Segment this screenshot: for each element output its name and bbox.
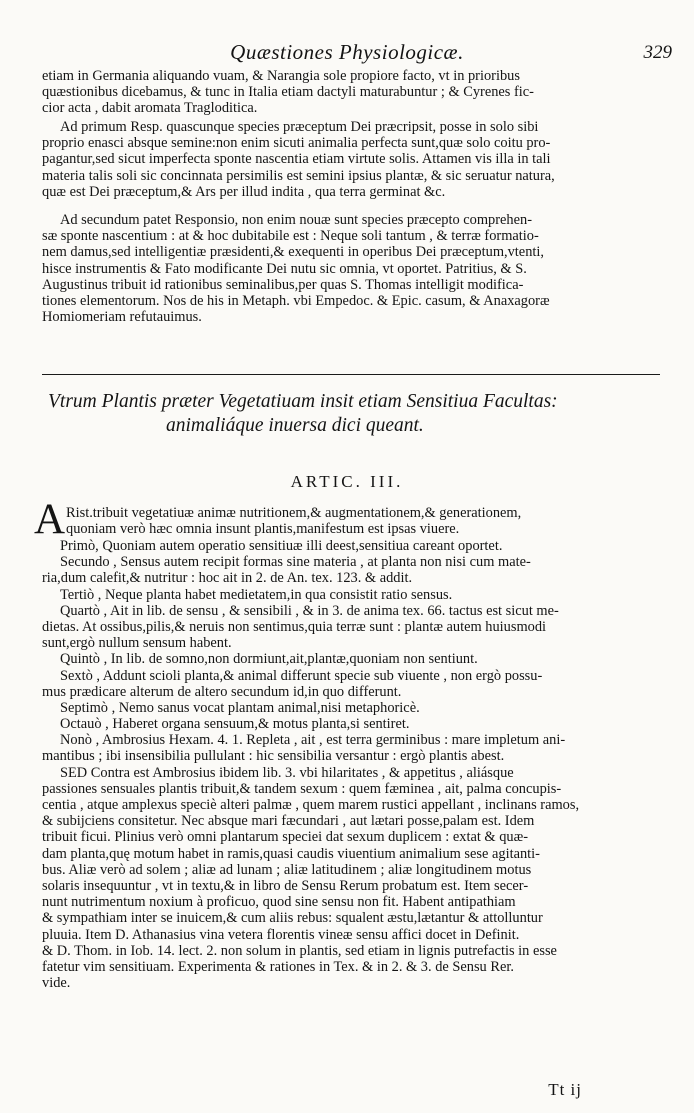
drop-cap: A bbox=[34, 496, 66, 543]
text-line: Septimò , Nemo sanus vocat plantam animal,nisi metaphoricè. bbox=[60, 699, 420, 716]
text-line: Sextò , Addunt scioli planta,& animal differunt specie sub viuente , non ergò possu- bbox=[60, 667, 543, 684]
article-heading: ARTIC. III. bbox=[290, 472, 404, 491]
text-line: Primò, Quoniam autem operatio sensitiuæ illi deest,sensitiua careant oportet. bbox=[60, 538, 503, 554]
section-divider bbox=[42, 374, 660, 375]
text-line: Augustinus tribuit id rationibus seminalibus,per quas S. Thomas intelligit modifica- bbox=[42, 276, 524, 293]
text-line: pagantur,sed sicut imperfecta sponte nascentia etiam virtute solis. Attamen vis illa in tali bbox=[42, 151, 551, 168]
text-line: mantibus ; ibi insensibilia pullulant : hic sensibilia versantur : ergò plantis abest. bbox=[42, 748, 505, 765]
text-line: cior acta , dabit aromata Tragloditica. bbox=[42, 100, 258, 117]
text-line: proprio enasci absque semine:non enim sicuti animalia perfecta sunt,quæ solo coitu pro- bbox=[42, 135, 551, 152]
text-line: materia talis soli sic concinnata persimilis est semini ipsius plantæ, & sic seruatur natura, bbox=[42, 167, 555, 184]
text-line: etiam in Germania aliquando vuam, & Narangia sole propiore facto, vt in prioribus bbox=[42, 68, 520, 84]
text-line: Tertiò , Neque planta habet medietatem,in qua consistit ratio sensus. bbox=[60, 586, 453, 603]
article-body bbox=[42, 538, 664, 991]
text-line: Quintò , In lib. de somno,non dormiunt,ait,plantæ,quoniam non sentiunt. bbox=[60, 651, 478, 668]
page-number: 329 bbox=[643, 42, 672, 63]
text-line: SED Contra est Ambrosius ibidem lib. 3. vbi hilaritates , & appetitus , aliásque bbox=[60, 764, 514, 781]
ad-secundum-paragraph bbox=[42, 212, 664, 325]
text-line: solaris insequuntur , vt in textu,& in libro de Sensu Rerum probatum est. Item secer- bbox=[42, 877, 529, 894]
text-line: Octauò , Haberet organa sensuum,& motus planta,si sentiret. bbox=[60, 716, 410, 733]
text-line: vide. bbox=[42, 975, 71, 992]
text-line: centia , atque amplexus speciè alteri palmæ , quem marem rustici appellant , inclinans ramos, bbox=[42, 797, 580, 813]
text-line: ria,dum calefit,& nutritur : hoc ait in 2. de An. tex. 123. & addit. bbox=[42, 570, 413, 587]
text-line: dam planta,quę motum habet in ramis,quasi caudis viuentium animalium sese agitanti- bbox=[42, 845, 540, 862]
text-line: Ad primum Resp. quascunque species præceptum Dei præcripsit, posse in solo sibi bbox=[60, 119, 539, 135]
text-line: Ad secundum patet Responsio, non enim nouæ sunt species præcepto comprehen- bbox=[60, 212, 533, 228]
running-title: Quæstiones Physiologicæ. bbox=[230, 40, 464, 64]
text-line: quæstionibus dicebamus, & tunc in Italia etiam dactyli maturabuntur ; & Cyrenes fic- bbox=[42, 84, 534, 101]
question-title bbox=[48, 390, 668, 438]
text-line: Homiomeriam refutauimus. bbox=[42, 309, 202, 326]
ad-primum-paragraph bbox=[42, 119, 664, 200]
question-line: animaliáque inuersa dici queant. bbox=[166, 415, 424, 436]
text-line: sæ sponte nascentium : at & hoc dubitabile est : Neque soli tantum , & terræ formatio- bbox=[42, 228, 539, 245]
text-line: tiones elementorum. Nos de his in Metaph. vbi Empedoc. & Epic. casum, & Anaxagoræ bbox=[42, 292, 550, 309]
text-line: Nonò , Ambrosius Hexam. 4. 1. Repleta , ait , est terra germinibus : mare impletum ani- bbox=[60, 732, 566, 749]
text-line: mus prædicare alterum de altero secundum id,in quo differunt. bbox=[42, 683, 402, 700]
text-line: sunt,ergò nullum sensum habent. bbox=[42, 635, 232, 652]
intro-paragraph bbox=[42, 68, 664, 117]
article-first-lines bbox=[66, 505, 664, 537]
text-line: pluuia. Item D. Athanasius vina vetera florentis vineæ sensu affici docet in Definit. bbox=[42, 926, 520, 943]
text-line: nunt nutrimentum noxium à proficuo, quod sine sensu non fit. Habent antipathiam bbox=[42, 894, 516, 911]
text-line: quæ est Dei præceptum,& Ars per illud indita , qua terra germinat &c. bbox=[42, 183, 446, 200]
text-line: fatetur vim sensitiuam. Experimenta & rationes in Tex. & in 2. & 3. de Sensu Rer. bbox=[42, 958, 514, 975]
text-line: Quartò , Ait in lib. de sensu , & sensibili , & in 3. de anima tex. 66. tactus est sicut me- bbox=[60, 602, 559, 619]
text-line: quoniam verò hæc omnia insunt plantis,manifestum est ipsas viuere. bbox=[66, 521, 460, 538]
question-line: Vtrum Plantis præter Vegetatiuam insit etiam Sensitiua Facultas: bbox=[48, 391, 558, 412]
text-line: bus. Aliæ verò ad solem ; aliæ ad lunam ; aliæ latitudinem ; aliæ longitudinem motus bbox=[42, 861, 532, 878]
page-header bbox=[0, 38, 694, 66]
signature-mark: Tt ij bbox=[548, 1080, 582, 1099]
text-line: Rist.tribuit vegetatiuæ animæ nutritionem,& augmentationem,& generationem, bbox=[66, 505, 522, 521]
text-line: & D. Thom. in Iob. 14. lect. 2. non solum in plantis, sed etiam in lignis putrefactis in esse bbox=[42, 942, 557, 959]
text-line: passiones sensuales plantis tribuit,& tandem sexum : quem fæminea , ait, palma concupis- bbox=[42, 780, 562, 797]
text-line: & subijciens consitetur. Nec absque mari fæcundari , aut lætari posse,palam est. Idem bbox=[42, 813, 535, 830]
text-line: Secundo , Sensus autem recipit formas sine materia , at planta non nisi cum mate- bbox=[60, 554, 531, 571]
text-line: dietas. At ossibus,pilis,& neruis non sentimus,quia terræ sunt : plantæ autem huiusmodi bbox=[42, 618, 547, 635]
text-line: nem damus,sed intelligentiæ præsidenti,& exequenti in operibus Dei præceptum,vtenti, bbox=[42, 244, 544, 261]
text-line: & sympathiam inter se inuicem,& cum aliis rebus: squalent æstu,lætantur & attolluntur bbox=[42, 910, 543, 927]
text-line: tribuit ficui. Plinius verò omni plantarum speciei dat sexum duplicem : extat & quæ- bbox=[42, 829, 528, 846]
text-line: hisce instrumentis & Fato modificante Dei nutu sic omnia, vt oportet. Patritius, & S. bbox=[42, 260, 527, 277]
